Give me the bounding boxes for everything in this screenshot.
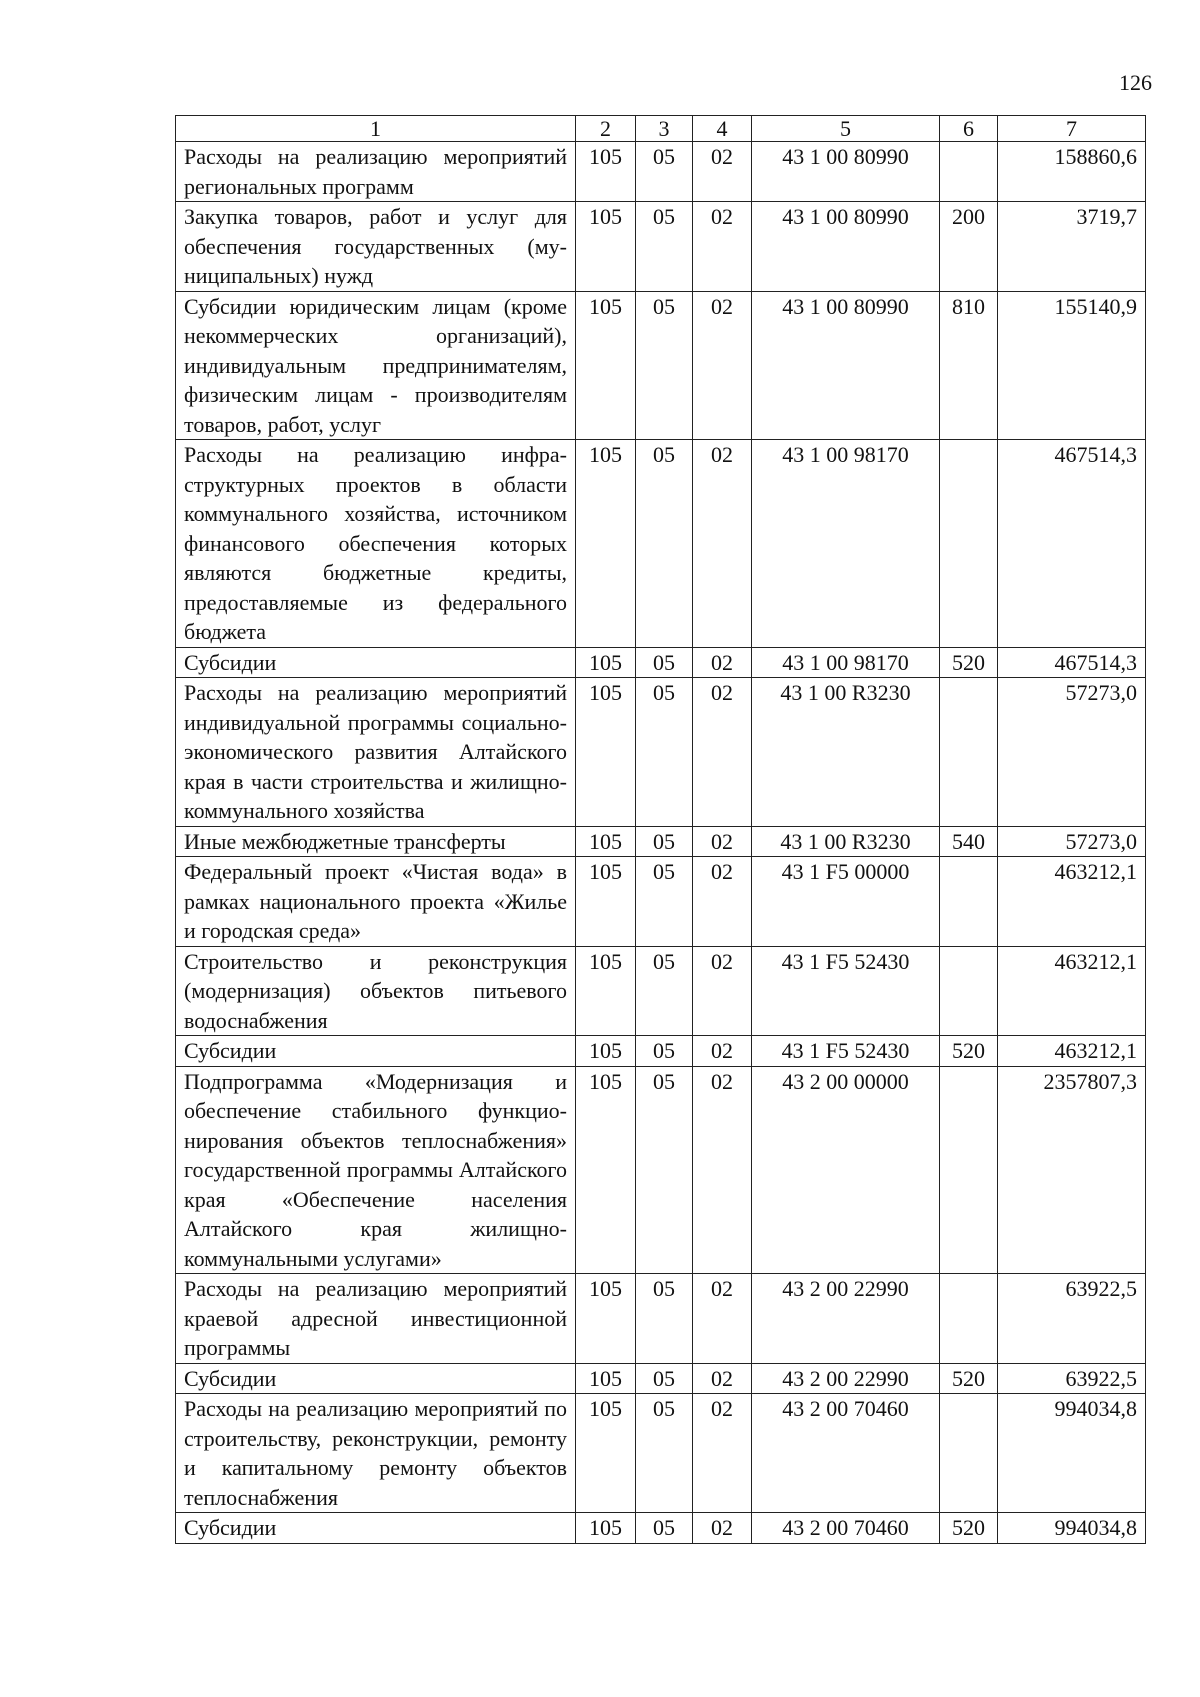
budget-table — [175, 115, 1146, 1544]
code-ministry: 105 — [576, 1513, 636, 1544]
code-target: 43 2 00 22990 — [752, 1274, 940, 1364]
code-subsection: 02 — [693, 946, 752, 1036]
header-col-1: 1 — [176, 116, 576, 142]
amount: 63922,5 — [998, 1363, 1146, 1394]
amount: 63922,5 — [998, 1274, 1146, 1364]
code-expense-type: 520 — [940, 647, 998, 678]
table-row — [176, 202, 1146, 292]
item-name: Расходы на реализацию инфраструктурных проектов в области коммунального хозяйства, источником финансового обеспечения которых являются бюджетные кредиты, предоставляемые из федерального бюджета — [176, 440, 576, 648]
code-ministry: 105 — [576, 291, 636, 440]
code-target: 43 2 00 70460 — [752, 1513, 940, 1544]
code-subsection: 02 — [693, 142, 752, 202]
table-row — [176, 142, 1146, 202]
amount: 2357807,3 — [998, 1066, 1146, 1274]
code-ministry: 105 — [576, 857, 636, 947]
header-col-3: 3 — [636, 116, 693, 142]
table-row — [176, 857, 1146, 947]
code-ministry: 105 — [576, 647, 636, 678]
code-section: 05 — [636, 1363, 693, 1394]
code-subsection: 02 — [693, 1513, 752, 1544]
code-expense-type — [940, 857, 998, 947]
code-expense-type: 520 — [940, 1363, 998, 1394]
code-expense-type — [940, 1274, 998, 1364]
code-subsection: 02 — [693, 440, 752, 648]
code-target: 43 1 00 R3230 — [752, 826, 940, 857]
table-row — [176, 1274, 1146, 1364]
table-row — [176, 1513, 1146, 1544]
code-target: 43 2 00 22990 — [752, 1363, 940, 1394]
item-name: Закупка товаров, работ и услуг для обеспечения государственных (муниципальных) нужд — [176, 202, 576, 292]
item-name: Расходы на реализацию мероприятий краевой адресной инвестиционной программы — [176, 1274, 576, 1364]
code-section: 05 — [636, 1274, 693, 1364]
code-section: 05 — [636, 826, 693, 857]
code-ministry: 105 — [576, 1363, 636, 1394]
amount: 467514,3 — [998, 440, 1146, 648]
code-subsection: 02 — [693, 1394, 752, 1513]
item-name: Субсидии — [176, 1036, 576, 1067]
item-name: Федеральный проект «Чистая вода» в рамках национального проекта «Жилье и городская среда» — [176, 857, 576, 947]
code-subsection: 02 — [693, 1036, 752, 1067]
code-subsection: 02 — [693, 202, 752, 292]
code-target: 43 1 00 80990 — [752, 142, 940, 202]
code-target: 43 1 00 R3230 — [752, 678, 940, 827]
header-col-5: 5 — [752, 116, 940, 142]
code-ministry: 105 — [576, 1274, 636, 1364]
code-section: 05 — [636, 678, 693, 827]
item-name: Расходы на реализацию мероприятий региональных программ — [176, 142, 576, 202]
amount: 3719,7 — [998, 202, 1146, 292]
code-subsection: 02 — [693, 1274, 752, 1364]
amount: 463212,1 — [998, 857, 1146, 947]
table-row — [176, 1394, 1146, 1513]
code-target: 43 1 F5 52430 — [752, 946, 940, 1036]
table-row — [176, 946, 1146, 1036]
code-section: 05 — [636, 1036, 693, 1067]
code-ministry: 105 — [576, 826, 636, 857]
code-subsection: 02 — [693, 826, 752, 857]
amount: 158860,6 — [998, 142, 1146, 202]
amount: 463212,1 — [998, 946, 1146, 1036]
code-expense-type — [940, 1394, 998, 1513]
page-number: 126 — [1119, 70, 1152, 95]
code-subsection: 02 — [693, 647, 752, 678]
code-target: 43 1 00 80990 — [752, 291, 940, 440]
header-col-4: 4 — [693, 116, 752, 142]
header-col-7: 7 — [998, 116, 1146, 142]
item-name: Подпрограмма «Модернизация и обеспечение стабильного функционирования объектов теплоснабжения» государственной программы Алтайского края «Обеспечение населения Алтайского края жилищно-коммунальными услугами» — [176, 1066, 576, 1274]
amount: 994034,8 — [998, 1513, 1146, 1544]
header-row — [176, 116, 1146, 142]
amount: 57273,0 — [998, 678, 1146, 827]
header-col-6: 6 — [940, 116, 998, 142]
code-subsection: 02 — [693, 291, 752, 440]
code-expense-type — [940, 678, 998, 827]
code-section: 05 — [636, 1394, 693, 1513]
code-expense-type: 810 — [940, 291, 998, 440]
item-name: Строительство и реконструкция (модернизация) объектов питьевого водоснабжения — [176, 946, 576, 1036]
amount: 155140,9 — [998, 291, 1146, 440]
item-name: Субсидии — [176, 1363, 576, 1394]
code-expense-type: 520 — [940, 1513, 998, 1544]
code-expense-type — [940, 946, 998, 1036]
code-target: 43 2 00 70460 — [752, 1394, 940, 1513]
code-target: 43 1 00 80990 — [752, 202, 940, 292]
code-expense-type: 540 — [940, 826, 998, 857]
code-ministry: 105 — [576, 1066, 636, 1274]
code-section: 05 — [636, 1066, 693, 1274]
code-target: 43 1 F5 00000 — [752, 857, 940, 947]
code-target: 43 1 00 98170 — [752, 440, 940, 648]
code-subsection: 02 — [693, 1363, 752, 1394]
table-row — [176, 647, 1146, 678]
code-subsection: 02 — [693, 678, 752, 827]
item-name: Расходы на реализацию мероприятий по строительству, реконструкции, ремонту и капитальному ремонту объектов теплоснабжения — [176, 1394, 576, 1513]
code-ministry: 105 — [576, 142, 636, 202]
amount: 463212,1 — [998, 1036, 1146, 1067]
code-section: 05 — [636, 202, 693, 292]
code-expense-type — [940, 142, 998, 202]
code-subsection: 02 — [693, 1066, 752, 1274]
code-expense-type — [940, 1066, 998, 1274]
table-row — [176, 1066, 1146, 1274]
item-name: Иные межбюджетные трансферты — [176, 826, 576, 857]
table-row — [176, 1036, 1146, 1067]
code-expense-type — [940, 440, 998, 648]
amount: 467514,3 — [998, 647, 1146, 678]
amount: 994034,8 — [998, 1394, 1146, 1513]
header-col-2: 2 — [576, 116, 636, 142]
amount: 57273,0 — [998, 826, 1146, 857]
code-section: 05 — [636, 291, 693, 440]
code-section: 05 — [636, 946, 693, 1036]
item-name: Расходы на реализацию мероприятий индивидуальной программы социально-экономического развития Алтайского края в части строительства и жилищно-коммунального хозяйства — [176, 678, 576, 827]
code-ministry: 105 — [576, 440, 636, 648]
table-row — [176, 440, 1146, 648]
code-section: 05 — [636, 1513, 693, 1544]
code-ministry: 105 — [576, 946, 636, 1036]
code-target: 43 1 F5 52430 — [752, 1036, 940, 1067]
code-section: 05 — [636, 142, 693, 202]
code-ministry: 105 — [576, 1394, 636, 1513]
table-row — [176, 826, 1146, 857]
code-subsection: 02 — [693, 857, 752, 947]
table-row — [176, 1363, 1146, 1394]
code-expense-type: 200 — [940, 202, 998, 292]
code-ministry: 105 — [576, 678, 636, 827]
code-ministry: 105 — [576, 202, 636, 292]
code-ministry: 105 — [576, 1036, 636, 1067]
code-section: 05 — [636, 857, 693, 947]
code-section: 05 — [636, 440, 693, 648]
table-row — [176, 291, 1146, 440]
code-expense-type: 520 — [940, 1036, 998, 1067]
item-name: Субсидии — [176, 647, 576, 678]
item-name: Субсидии юридическим лицам (кроме некоммерческих организаций), индивидуальным предпринимателям, физическим лицам - производителям товаров, работ, услуг — [176, 291, 576, 440]
code-target: 43 2 00 00000 — [752, 1066, 940, 1274]
table-row — [176, 678, 1146, 827]
code-target: 43 1 00 98170 — [752, 647, 940, 678]
item-name: Субсидии — [176, 1513, 576, 1544]
code-section: 05 — [636, 647, 693, 678]
